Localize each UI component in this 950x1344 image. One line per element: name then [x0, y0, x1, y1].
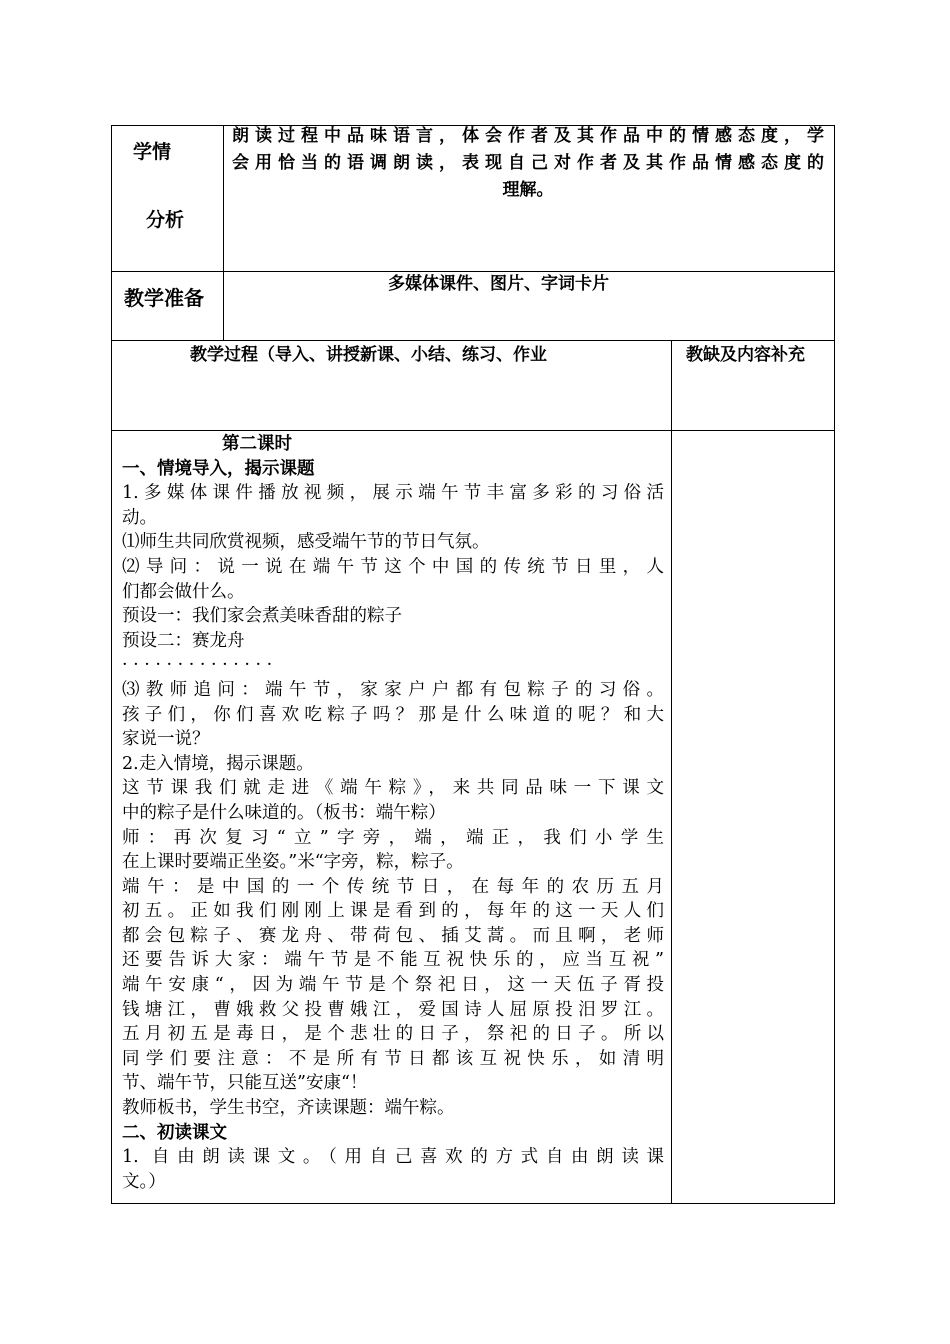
lesson-line: 在上课时要端正坐姿。”米“字旁，粽，粽子。 [122, 852, 464, 873]
lesson-line: 钱塘江，曹娥救父投曹娥江，爱国诗人屈原投汨罗江。 [122, 999, 664, 1020]
lesson-line: 家说一说？ [122, 729, 210, 750]
lesson-body [122, 432, 664, 1194]
lesson-line: 们都会做什么。 [122, 581, 245, 602]
lesson-line: 2.走入情境，揭示课题。 [122, 753, 314, 774]
lesson-line: 师：再次复习“立”字旁，端，端正，我们小学生 [122, 827, 664, 848]
column-divider [671, 340, 672, 1204]
lesson-line: 五月初五是毒日，是个悲壮的日子，祭祀的日子。所以 [122, 1024, 664, 1045]
lesson-line: 一、情境导入，揭示课题 [122, 458, 315, 479]
lesson-line: 孩子们，你们喜欢吃粽子吗？那是什么味道的呢？和大 [122, 704, 664, 725]
lesson-line: 端午：是中国的一个传统节日，在每年的农历五月 [122, 876, 664, 897]
xueqing-label-line2: 分析 [146, 209, 185, 231]
xueqing-line: 理解。 [502, 180, 554, 200]
supplement-header: 教缺及内容补充 [686, 345, 805, 365]
lesson-line: 动。 [122, 507, 157, 528]
zhunbei-content: 多媒体课件、图片、字词卡片 [388, 274, 609, 294]
lesson-line: 都会包粽子、赛龙舟、带荷包、插艾蒿。而且啊，老师 [122, 925, 664, 946]
lesson-line: 1. 自由朗读课文。（用自己喜欢的方式自由朗读课 [122, 1147, 664, 1168]
lesson-line: 端午安康“，因为端午节是个祭祀日，这一天伍子胥投 [122, 975, 664, 996]
lesson-line: 文。） [122, 1171, 166, 1192]
lesson-line: ⑵导问：说一说在端午节这个中国的传统节日里，人 [122, 556, 664, 577]
xueqing-label-line1: 学情 [133, 141, 172, 163]
lesson-line: 1.多媒体课件播放视频，展示端午节丰富多彩的习俗活 [122, 483, 664, 504]
xueqing-line: 朗读过程中品味语言，体会作者及其作品中的情感态度，学 [232, 126, 824, 146]
lesson-line: 预设二：赛龙舟 [122, 630, 245, 651]
lesson-line: ⑴师生共同欣赏视频，感受端午节的节日气氛。 [122, 532, 490, 553]
process-header: 教学过程（导入、讲授新课、小结、练习、作业 [190, 345, 547, 365]
row-divider [111, 340, 835, 341]
zhunbei-label: 教学准备 [124, 286, 204, 310]
lesson-line: 教师板书，学生书空，齐读课题：端午粽。 [122, 1098, 455, 1119]
xueqing-content [232, 123, 824, 204]
lesson-line: 节、端午节，只能互送”安康“！ [122, 1073, 368, 1094]
lesson-line: 中的粽子是什么味道的。（板书：端午粽） [122, 802, 446, 823]
column-divider [223, 125, 224, 340]
lesson-line: 初五。正如我们刚刚上课是看到的，每年的这一天人们 [122, 901, 664, 922]
lesson-line: 第二课时 [222, 434, 292, 454]
lesson-line: · · · · · · · · · · · · · · [122, 655, 273, 676]
row-divider [111, 430, 835, 431]
lesson-line: 这节课我们就走进《端午粽》，来共同品味一下课文 [122, 778, 664, 799]
xueqing-line: 会用恰当的语调朗读，表现自己对作者及其作品情感态度的 [232, 153, 824, 173]
lesson-line: ⑶教师追问：端午节，家家户户都有包粽子的习俗。 [122, 679, 664, 700]
lesson-line: 同学们要注意：不是所有节日都该互祝快乐，如清明 [122, 1048, 664, 1069]
lesson-line: 二、初读课文 [122, 1122, 227, 1143]
lesson-line: 还要告诉大家：端午节是不能互祝快乐的，应当互祝” [122, 950, 664, 971]
lesson-line: 预设一：我们家会煮美味香甜的粽子 [122, 606, 402, 627]
